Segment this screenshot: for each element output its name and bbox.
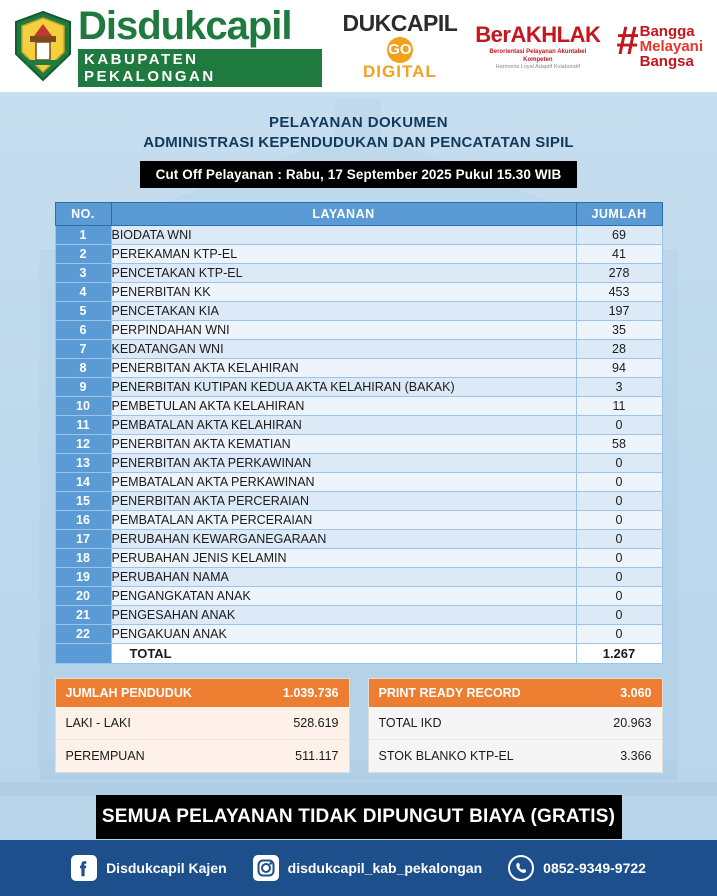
table-row — [55, 606, 662, 625]
card-header-label: PRINT READY RECORD — [378, 686, 521, 700]
table-body — [55, 226, 662, 664]
row-number: 16 — [55, 511, 111, 530]
card-print-ready-record — [368, 678, 663, 773]
total-number-cell — [55, 644, 111, 664]
card-row — [369, 740, 662, 772]
page-header — [0, 0, 717, 92]
total-label: TOTAL — [111, 644, 576, 664]
row-service-name: PEMBATALAN AKTA KELAHIRAN — [111, 416, 576, 435]
footer-instagram[interactable] — [253, 855, 483, 881]
row-count: 0 — [576, 549, 662, 568]
row-number: 10 — [55, 397, 111, 416]
footer-instagram-label: disdukcapil_kab_pekalongan — [287, 860, 483, 876]
bangga-melayani-bangsa-logo — [616, 18, 703, 70]
row-number: 3 — [55, 264, 111, 283]
card-row-value: 528.619 — [293, 716, 339, 730]
card-row-label: STOK BLANKO KTP-EL — [378, 749, 514, 763]
row-number: 6 — [55, 321, 111, 340]
row-count: 0 — [576, 606, 662, 625]
row-count: 94 — [576, 359, 662, 378]
row-number: 2 — [55, 245, 111, 264]
row-number: 12 — [55, 435, 111, 454]
row-count: 0 — [576, 492, 662, 511]
row-count: 197 — [576, 302, 662, 321]
berakhlak-logo — [475, 22, 600, 71]
page-title-line2: ADMINISTRASI KEPENDUDUKAN DAN PENCATATAN SIPIL — [143, 134, 574, 151]
berakhlak-line2: Harmonis Loyal Adaptif Kolaboratif — [495, 63, 581, 70]
row-number: 11 — [55, 416, 111, 435]
row-service-name: PENERBITAN AKTA KELAHIRAN — [111, 359, 576, 378]
facebook-icon — [71, 855, 97, 881]
berakhlak-line1: Berorientasi Pelayanan Akuntabel Kompeten — [489, 48, 587, 63]
card-row-label: TOTAL IKD — [378, 716, 442, 730]
summary-cards — [55, 678, 663, 773]
berakhlak-akhlak: AKHLAK — [510, 21, 601, 47]
row-number: 20 — [55, 587, 111, 606]
footer-facebook[interactable] — [71, 855, 227, 881]
table-total-row — [55, 644, 662, 664]
row-count: 278 — [576, 264, 662, 283]
table-row — [55, 378, 662, 397]
column-header-layanan: LAYANAN — [111, 203, 576, 226]
row-number: 18 — [55, 549, 111, 568]
row-number: 13 — [55, 454, 111, 473]
footer-facebook-label: Disdukcapil Kajen — [106, 860, 227, 876]
table-row — [55, 435, 662, 454]
row-number: 5 — [55, 302, 111, 321]
free-service-banner: SEMUA PELAYANAN TIDAK DIPUNGUT BIAYA (GRATIS) — [96, 795, 622, 839]
row-service-name: PERUBAHAN JENIS KELAMIN — [111, 549, 576, 568]
row-service-name: PERUBAHAN KEWARGANEGARAAN — [111, 530, 576, 549]
dukcapil-wordmark: DUKCAPIL — [342, 10, 458, 36]
card-header-value: 1.039.736 — [282, 686, 339, 700]
card-row-value: 20.963 — [613, 716, 652, 730]
column-header-no: NO. — [55, 203, 111, 226]
card-header — [369, 679, 662, 707]
row-service-name: PERUBAHAN NAMA — [111, 568, 576, 587]
hashtag-icon: # — [616, 18, 639, 63]
row-count: 0 — [576, 625, 662, 644]
table-row — [55, 245, 662, 264]
row-number: 4 — [55, 283, 111, 302]
row-service-name: PENCETAKAN KTP-EL — [111, 264, 576, 283]
card-row — [369, 707, 662, 740]
row-service-name: PEMBATALAN AKTA PERCERAIAN — [111, 511, 576, 530]
row-service-name: PENGANGKATAN ANAK — [111, 587, 576, 606]
row-count: 0 — [576, 473, 662, 492]
card-jumlah-penduduk — [55, 678, 350, 773]
card-header-label: JUMLAH PENDUDUK — [65, 686, 192, 700]
table-row — [55, 416, 662, 435]
row-count: 0 — [576, 454, 662, 473]
card-row — [56, 740, 349, 772]
table-row — [55, 492, 662, 511]
row-count: 69 — [576, 226, 662, 245]
table-row — [55, 359, 662, 378]
row-count: 28 — [576, 340, 662, 359]
bangga-line1: Bangga — [639, 22, 695, 40]
row-count: 0 — [576, 416, 662, 435]
row-service-name: PENERBITAN KK — [111, 283, 576, 302]
row-count: 41 — [576, 245, 662, 264]
berakhlak-ber: Ber — [475, 21, 511, 47]
table-header-row — [55, 203, 662, 226]
table-row — [55, 511, 662, 530]
row-service-name: PENERBITAN AKTA PERCERAIAN — [111, 492, 576, 511]
row-service-name: PENERBITAN KUTIPAN KEDUA AKTA KELAHIRAN (BAKAK) — [111, 378, 576, 397]
total-value: 1.267 — [576, 644, 662, 664]
bangga-line3: Bangsa — [639, 52, 694, 70]
page-footer — [0, 840, 717, 896]
brand-title: Disdukcapil — [78, 3, 292, 48]
row-count: 0 — [576, 530, 662, 549]
table-row — [55, 530, 662, 549]
service-table — [55, 202, 663, 664]
kabupaten-pekalongan-emblem-icon — [14, 10, 72, 82]
row-count: 11 — [576, 397, 662, 416]
table-row — [55, 587, 662, 606]
row-number: 7 — [55, 340, 111, 359]
row-service-name: PENCETAKAN KIA — [111, 302, 576, 321]
bangga-line2: Melayani — [639, 37, 703, 55]
dukcapil-go-digital-logo — [342, 12, 457, 80]
card-row — [56, 707, 349, 740]
table-row — [55, 226, 662, 245]
row-service-name: KEDATANGAN WNI — [111, 340, 576, 359]
row-service-name: PEMBATALAN AKTA PERKAWINAN — [111, 473, 576, 492]
row-service-name: PENGESAHAN ANAK — [111, 606, 576, 625]
footer-phone-label: 0852-9349-9722 — [543, 860, 646, 876]
row-number: 21 — [55, 606, 111, 625]
table-row — [55, 473, 662, 492]
row-count: 58 — [576, 435, 662, 454]
page-title-line1: PELAYANAN DOKUMEN — [268, 114, 449, 131]
table-row — [55, 321, 662, 340]
card-header-value: 3.060 — [620, 686, 652, 700]
footer-phone[interactable] — [508, 855, 646, 881]
page-title-block — [0, 114, 717, 188]
column-header-jumlah: JUMLAH — [576, 203, 662, 226]
row-count: 35 — [576, 321, 662, 340]
row-number: 1 — [55, 226, 111, 245]
row-service-name: PENERBITAN AKTA PERKAWINAN — [111, 454, 576, 473]
row-number: 9 — [55, 378, 111, 397]
digital-wordmark: DIGITAL — [363, 62, 437, 81]
table-row — [55, 283, 662, 302]
row-service-name: PENGAKUAN ANAK — [111, 625, 576, 644]
table-row — [55, 568, 662, 587]
row-count: 0 — [576, 568, 662, 587]
instagram-icon — [253, 855, 279, 881]
card-row-label: PEREMPUAN — [65, 749, 145, 763]
brand-block — [78, 3, 322, 87]
row-count: 0 — [576, 511, 662, 530]
phone-icon — [508, 855, 534, 881]
table-row — [55, 625, 662, 644]
card-header — [56, 679, 349, 707]
table-row — [55, 340, 662, 359]
table-row — [55, 549, 662, 568]
service-table-wrapper — [55, 202, 663, 664]
table-row — [55, 264, 662, 283]
row-service-name: PERPINDAHAN WNI — [111, 321, 576, 340]
row-service-name: PENERBITAN AKTA KEMATIAN — [111, 435, 576, 454]
row-count: 0 — [576, 587, 662, 606]
row-number: 8 — [55, 359, 111, 378]
row-number: 14 — [55, 473, 111, 492]
table-row — [55, 302, 662, 321]
row-number: 17 — [55, 530, 111, 549]
row-count: 3 — [576, 378, 662, 397]
table-row — [55, 397, 662, 416]
brand-subtitle: KABUPATEN PEKALONGAN — [78, 49, 322, 87]
row-service-name: PEMBETULAN AKTA KELAHIRAN — [111, 397, 576, 416]
row-service-name: PEREKAMAN KTP-EL — [111, 245, 576, 264]
card-row-value: 3.366 — [620, 749, 652, 763]
row-number: 19 — [55, 568, 111, 587]
go-badge: GO — [387, 37, 413, 63]
table-row — [55, 454, 662, 473]
card-row-label: LAKI - LAKI — [65, 716, 131, 730]
row-number: 22 — [55, 625, 111, 644]
cutoff-banner: Cut Off Pelayanan : Rabu, 17 September 2025 Pukul 15.30 WIB — [140, 161, 578, 188]
card-row-value: 511.117 — [295, 749, 339, 763]
row-number: 15 — [55, 492, 111, 511]
row-service-name: BIODATA WNI — [111, 226, 576, 245]
row-count: 453 — [576, 283, 662, 302]
